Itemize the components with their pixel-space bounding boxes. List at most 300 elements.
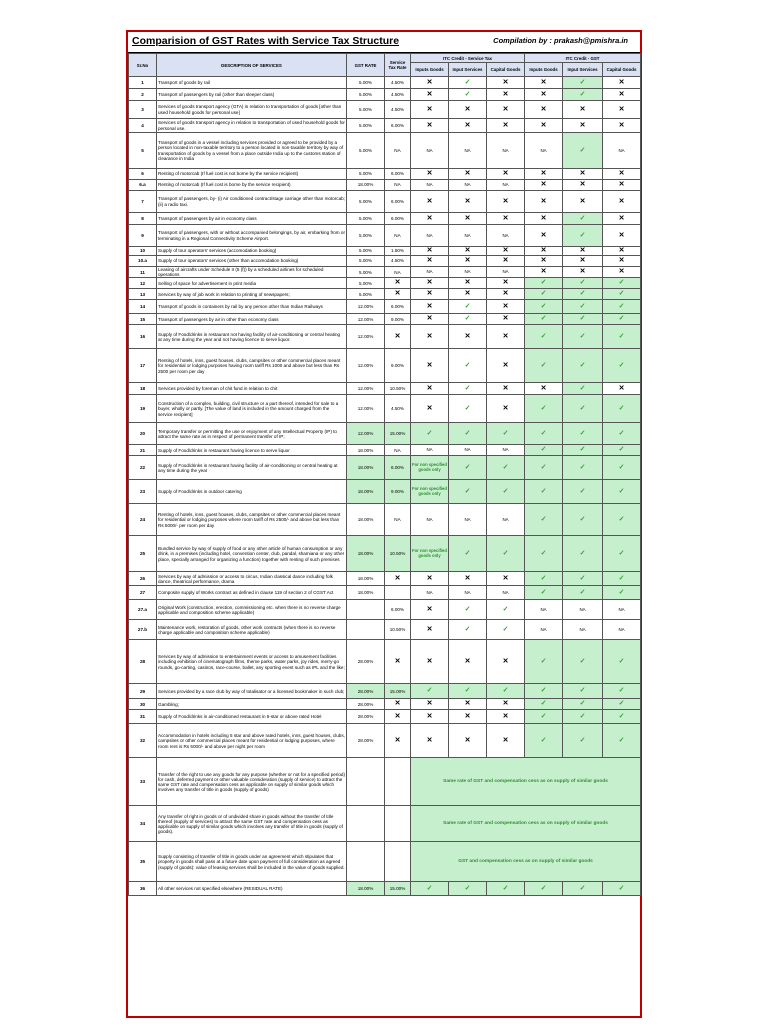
gst-rate: 5.00% <box>347 225 385 247</box>
service-tax-rate: 15.00% <box>385 684 411 699</box>
cross-icon: ✕ <box>525 180 563 191</box>
service-description: Services provided by foreman of chit fund in relation to chit <box>157 383 347 395</box>
na-cell: NA <box>563 620 603 640</box>
table-row <box>129 383 641 395</box>
cross-icon: ✕ <box>487 213 525 225</box>
tick-icon: ✓ <box>563 314 603 325</box>
service-tax-rate: 4.50% <box>385 77 411 89</box>
service-description: Services by way of admission or access to circus, Indian classical dance including folk dance, theatrical performance, drama <box>157 572 347 586</box>
row-number: 6 <box>129 169 157 180</box>
service-tax-rate: 6.00% <box>385 456 411 480</box>
gst-rate: 5.00% <box>347 191 385 213</box>
row-number: 12 <box>129 278 157 289</box>
row-number: 18 <box>129 383 157 395</box>
cross-icon: ✕ <box>411 101 449 119</box>
table-row <box>129 572 641 586</box>
cross-icon: ✕ <box>487 191 525 213</box>
service-description: Transport of passengers by rail (other than sleeper class) <box>157 89 347 101</box>
tick-icon: ✓ <box>449 89 487 101</box>
service-description: Transport of goods in containers by rail by any person other than Indian Railways <box>157 300 347 314</box>
header-itc-gst: ITC Credit - GST <box>525 54 641 63</box>
header-st-input-services: Input Services <box>449 63 487 77</box>
service-description: Supply consisting of transfer of title in goods under an agreement which stipulates that property in goods shall pass at a future date upon payment of full consideration as agreed (supply of goods): value of leasing services shall be included in the value of goods supplied. <box>157 842 347 882</box>
table-row <box>129 101 641 119</box>
table-row <box>129 423 641 445</box>
cross-icon: ✕ <box>487 89 525 101</box>
tick-icon: ✓ <box>603 300 641 314</box>
gst-rate: 5.00% <box>347 133 385 169</box>
service-description: Gambling; <box>157 699 347 710</box>
header-st-inputs: Inputs Goods <box>411 63 449 77</box>
table-row <box>129 395 641 423</box>
tick-icon: ✓ <box>563 325 603 349</box>
cross-icon: ✕ <box>525 101 563 119</box>
cross-icon: ✕ <box>411 77 449 89</box>
service-description: Supply of Food/drinks in restaurant not having facility of air-conditioning or central heating at any time during the year and not having licence to serve liquor. <box>157 325 347 349</box>
na-cell: NA <box>487 133 525 169</box>
tick-icon: ✓ <box>487 423 525 445</box>
cross-icon: ✕ <box>603 247 641 256</box>
na-cell: NA <box>411 586 449 600</box>
cross-icon: ✕ <box>449 101 487 119</box>
tick-icon: ✓ <box>525 480 563 504</box>
service-description: Temporary transfer or permitting the use or enjoyment of any Intellectual Property (IP) to attract the same rate as in respect of permanent transfer of IP; <box>157 423 347 445</box>
service-tax-rate: 4.50% <box>385 89 411 101</box>
tick-icon: ✓ <box>449 536 487 572</box>
row-number: 23 <box>129 480 157 504</box>
row-number: 1 <box>129 77 157 89</box>
row-number: 22 <box>129 456 157 480</box>
service-tax-rate: 9.00% <box>385 349 411 383</box>
cross-icon: ✕ <box>487 724 525 758</box>
tick-icon: ✓ <box>525 349 563 383</box>
tick-icon: ✓ <box>525 289 563 300</box>
cross-icon: ✕ <box>603 383 641 395</box>
service-tax-rate: NA <box>385 180 411 191</box>
gst-rate: 5.00% <box>347 89 385 101</box>
cross-icon: ✕ <box>487 289 525 300</box>
gst-rate: 5.00% <box>347 289 385 300</box>
service-description: Transport of passengers by air in other than economy class <box>157 314 347 325</box>
service-tax-rate <box>385 758 411 806</box>
service-description: Renting of motorcab (If fuel cost is borne by the service recipient) <box>157 180 347 191</box>
cross-icon: ✕ <box>449 213 487 225</box>
tick-icon: ✓ <box>525 278 563 289</box>
non-specified-goods-note: For non specified goods only <box>411 480 449 504</box>
tick-icon: ✓ <box>525 572 563 586</box>
table-row <box>129 267 641 278</box>
tick-icon: ✓ <box>603 480 641 504</box>
table-row <box>129 278 641 289</box>
na-cell: NA <box>411 180 449 191</box>
na-cell: NA <box>563 600 603 620</box>
table-row <box>129 133 641 169</box>
service-description: Renting of motorcab (If fuel cost is not borne by the service recipient) <box>157 169 347 180</box>
row-number: 20 <box>129 423 157 445</box>
tick-icon: ✓ <box>525 882 563 896</box>
tick-icon: ✓ <box>449 684 487 699</box>
gst-rate <box>347 842 385 882</box>
row-number: 19 <box>129 395 157 423</box>
table-row <box>129 213 641 225</box>
cross-icon: ✕ <box>411 169 449 180</box>
tick-icon: ✓ <box>449 620 487 640</box>
row-number: 33 <box>129 758 157 806</box>
tick-icon: ✓ <box>563 77 603 89</box>
row-number: 3 <box>129 101 157 119</box>
tick-icon: ✓ <box>563 699 603 710</box>
cross-icon: ✕ <box>487 325 525 349</box>
cross-icon: ✕ <box>449 119 487 133</box>
na-cell: NA <box>449 445 487 456</box>
cross-icon: ✕ <box>449 289 487 300</box>
na-cell: NA <box>449 180 487 191</box>
tick-icon: ✓ <box>449 77 487 89</box>
cross-icon: ✕ <box>603 213 641 225</box>
service-description: Composite supply of Works contract as defined in clause 119 of section 2 of CGST Act <box>157 586 347 600</box>
non-specified-goods-note: For non specified goods only <box>411 536 449 572</box>
cross-icon: ✕ <box>411 256 449 267</box>
row-number: 28 <box>129 640 157 684</box>
service-tax-rate <box>385 586 411 600</box>
gst-rate: 5.00% <box>347 77 385 89</box>
service-description: Renting of hotels, inns, guest houses, clubs, campsites or other commercial places meant for residential or lodging purposes having room tariff Rs 1000 and above but less than Rs 2500 per room per day <box>157 349 347 383</box>
same-rate-note: GST and compensation cess as on supply of similar goods <box>411 842 641 882</box>
cross-icon: ✕ <box>411 191 449 213</box>
cross-icon: ✕ <box>487 699 525 710</box>
table-row <box>129 180 641 191</box>
gst-rate: 12.00% <box>347 423 385 445</box>
table-row <box>129 480 641 504</box>
cross-icon: ✕ <box>525 267 563 278</box>
header-st-capital: Capital Goods <box>487 63 525 77</box>
table-row <box>129 640 641 684</box>
cross-icon: ✕ <box>411 640 449 684</box>
service-tax-rate: ✕ <box>385 572 411 586</box>
service-description: Supply of tour operators' services (other than accomodation booking) <box>157 256 347 267</box>
table-row <box>129 882 641 896</box>
cross-icon: ✕ <box>603 169 641 180</box>
gst-rate <box>347 600 385 620</box>
same-rate-note: Same rate of GST and compensation cess as on supply of similar goods <box>411 758 641 806</box>
cross-icon: ✕ <box>411 724 449 758</box>
table-row <box>129 600 641 620</box>
tick-icon: ✓ <box>525 684 563 699</box>
gst-rate: 5.00% <box>347 247 385 256</box>
cross-icon: ✕ <box>411 710 449 724</box>
table-row <box>129 806 641 842</box>
cross-icon: ✕ <box>603 180 641 191</box>
table-row <box>129 349 641 383</box>
cross-icon: ✕ <box>487 169 525 180</box>
cross-icon: ✕ <box>411 620 449 640</box>
gst-rate: 5.00% <box>347 169 385 180</box>
tick-icon: ✓ <box>449 383 487 395</box>
tick-icon: ✓ <box>563 536 603 572</box>
tick-icon: ✓ <box>525 710 563 724</box>
service-tax-rate: ✕ <box>385 325 411 349</box>
tick-icon: ✓ <box>525 504 563 536</box>
gst-rate: 18.00% <box>347 504 385 536</box>
cross-icon: ✕ <box>525 77 563 89</box>
service-tax-rate: NA <box>385 225 411 247</box>
service-description: Maintenance work, restoration of goods, other work contracts (when there is no reverse charge applicable and composition scheme applicable) <box>157 620 347 640</box>
gst-rate: 12.00% <box>347 395 385 423</box>
row-number: 24 <box>129 504 157 536</box>
row-number: 14 <box>129 300 157 314</box>
gst-rate: 18.00% <box>347 586 385 600</box>
cross-icon: ✕ <box>487 349 525 383</box>
cross-icon: ✕ <box>525 191 563 213</box>
tick-icon: ✓ <box>487 620 525 640</box>
gst-rate: 5.00% <box>347 267 385 278</box>
table-row <box>129 169 641 180</box>
cross-icon: ✕ <box>487 119 525 133</box>
tick-icon: ✓ <box>411 882 449 896</box>
cross-icon: ✕ <box>563 101 603 119</box>
cross-icon: ✕ <box>411 383 449 395</box>
tick-icon: ✓ <box>603 314 641 325</box>
tick-icon: ✓ <box>487 456 525 480</box>
na-cell: NA <box>525 600 563 620</box>
service-description: Transport of passengers by air in economy class <box>157 213 347 225</box>
cross-icon: ✕ <box>487 256 525 267</box>
cross-icon: ✕ <box>487 247 525 256</box>
tick-icon: ✓ <box>449 456 487 480</box>
na-cell: NA <box>603 600 641 620</box>
cross-icon: ✕ <box>525 225 563 247</box>
gst-rate: 18.00% <box>347 445 385 456</box>
tick-icon: ✓ <box>563 724 603 758</box>
cross-icon: ✕ <box>411 278 449 289</box>
tick-icon: ✓ <box>603 349 641 383</box>
na-cell: NA <box>487 445 525 456</box>
service-description: Supply of Food/drinks in air-conditioned restaurant in 5-star or above rated Hotel <box>157 710 347 724</box>
tick-icon: ✓ <box>563 586 603 600</box>
service-tax-rate: NA <box>385 133 411 169</box>
cross-icon: ✕ <box>603 101 641 119</box>
tick-icon: ✓ <box>563 133 603 169</box>
table-row <box>129 119 641 133</box>
cross-icon: ✕ <box>449 247 487 256</box>
service-description: All other services not specified elsewhere (RESIDUAL RATE) <box>157 882 347 896</box>
tick-icon: ✓ <box>487 600 525 620</box>
row-number: 21 <box>129 445 157 456</box>
cross-icon: ✕ <box>449 191 487 213</box>
table-row <box>129 710 641 724</box>
service-tax-rate: 10.50% <box>385 620 411 640</box>
service-tax-rate: 6.00% <box>385 600 411 620</box>
gst-rate: 18.00% <box>347 882 385 896</box>
service-tax-rate: ✕ <box>385 710 411 724</box>
service-description: Any transfer of right in goods or of undivided share in goods without the transfer of title thereof (supply of services) to attract the same GST rate and compensation cess as applicable on supply of similar goods which involves any transfer of title in goods (supply of goods). <box>157 806 347 842</box>
na-cell: NA <box>449 586 487 600</box>
tick-icon: ✓ <box>525 724 563 758</box>
na-cell: NA <box>449 504 487 536</box>
service-tax-rate: 4.50% <box>385 256 411 267</box>
service-description: Accommodation in hotels including 5 star and above rated hotels, inns, guest houses, clubs, campsites or other commercial places meant for residential or lodging purposes, where room rent is Rs 5000/- and above per night per room <box>157 724 347 758</box>
tick-icon: ✓ <box>449 423 487 445</box>
tick-icon: ✓ <box>603 710 641 724</box>
service-tax-rate: 6.00% <box>385 300 411 314</box>
service-description: Selling of space for advertisement in print media <box>157 278 347 289</box>
table-row <box>129 758 641 806</box>
service-description: Transport of goods in a vessel including services provided or agreed to be provided by a person located in non-taxable territory to a person located in non-taxable territory by way of transportation of goods by a vessel from a place outside India up to the customs station of clearance in India <box>157 133 347 169</box>
na-cell: NA <box>411 504 449 536</box>
cross-icon: ✕ <box>411 247 449 256</box>
gst-rate: 12.00% <box>347 314 385 325</box>
na-cell: NA <box>449 225 487 247</box>
service-description: Services by way of admission to entertainment events or access to amusement facilities including exhibition of cinematograph films, theme parks, water parks, joy rides, merry-go rounds, go-carting, casinos, race-course, ballet, any sporting event such as IPL and the like; <box>157 640 347 684</box>
row-number: 35 <box>129 842 157 882</box>
service-tax-rate: 10.50% <box>385 383 411 395</box>
gst-rate: 5.00% <box>347 101 385 119</box>
row-number: 26 <box>129 572 157 586</box>
row-number: 27.a <box>129 600 157 620</box>
tick-icon: ✓ <box>487 882 525 896</box>
tick-icon: ✓ <box>563 300 603 314</box>
service-description: Bundled service by way of supply of food or any other article of human consumption or any drink, in a premises (including hotel, convention center, club, pandal, shamiana or any other place, specially arranged for organizing a function) together with renting of such premises <box>157 536 347 572</box>
service-description: Supply of tour operators' services (accomodation booking) <box>157 247 347 256</box>
cross-icon: ✕ <box>525 383 563 395</box>
table-row <box>129 842 641 882</box>
cross-icon: ✕ <box>411 314 449 325</box>
service-tax-rate: ✕ <box>385 724 411 758</box>
table-row <box>129 247 641 256</box>
gst-rate: 12.00% <box>347 383 385 395</box>
cross-icon: ✕ <box>563 180 603 191</box>
title-bar <box>128 32 640 53</box>
header-gst-input-services: Input Services <box>563 63 603 77</box>
tick-icon: ✓ <box>411 423 449 445</box>
cross-icon: ✕ <box>411 89 449 101</box>
tick-icon: ✓ <box>449 395 487 423</box>
row-number: 29 <box>129 684 157 699</box>
cross-icon: ✕ <box>411 289 449 300</box>
service-description: Services of goods transport agency in relation to transportation of used household goods for personal use. <box>158 120 345 131</box>
header-sno: Sr.No <box>129 54 157 77</box>
tick-icon: ✓ <box>563 383 603 395</box>
row-number: 9 <box>129 225 157 247</box>
tick-icon: ✓ <box>563 445 603 456</box>
row-number: 16 <box>129 325 157 349</box>
cross-icon: ✕ <box>603 267 641 278</box>
tick-icon: ✓ <box>449 480 487 504</box>
service-description: Services by way of job work in relation to printing of newspapers; <box>157 289 347 300</box>
tick-icon: ✓ <box>603 536 641 572</box>
gst-rate: 18.00% <box>347 536 385 572</box>
tick-icon: ✓ <box>603 325 641 349</box>
cross-icon: ✕ <box>411 300 449 314</box>
cross-icon: ✕ <box>603 191 641 213</box>
row-number: 2 <box>129 89 157 101</box>
cross-icon: ✕ <box>603 89 641 101</box>
tick-icon: ✓ <box>449 300 487 314</box>
gst-rate: 28.00% <box>347 640 385 684</box>
tick-icon: ✓ <box>563 504 603 536</box>
tick-icon: ✓ <box>411 684 449 699</box>
cross-icon: ✕ <box>603 225 641 247</box>
gst-rate <box>347 806 385 842</box>
service-tax-rate: 15.00% <box>385 423 411 445</box>
gst-rate: 28.00% <box>347 684 385 699</box>
tick-icon: ✓ <box>603 504 641 536</box>
service-description: Transport of passengers, by- (i) Air conditioned contract/stage carriage other than motorcab; (ii) a radio taxi. <box>157 191 347 213</box>
row-number: 36 <box>129 882 157 896</box>
cross-icon: ✕ <box>487 77 525 89</box>
tick-icon: ✓ <box>603 586 641 600</box>
cross-icon: ✕ <box>563 119 603 133</box>
service-tax-rate: NA <box>385 267 411 278</box>
cross-icon: ✕ <box>563 247 603 256</box>
service-description: Transfer of the right to use any goods for any purpose (whether or not for a specified period) for cash, deferred payment or other valuable consideration (supply of service) to attract the same GST rate and compensation cess as applicable on supply of similar goods which involves any transfer of title in goods (supply of goods) <box>157 758 347 806</box>
na-cell: NA <box>603 620 641 640</box>
na-cell: NA <box>411 133 449 169</box>
table-row <box>129 77 641 89</box>
table-row <box>129 536 641 572</box>
cross-icon: ✕ <box>449 572 487 586</box>
gst-rate: 5.00% <box>347 213 385 225</box>
cross-icon: ✕ <box>525 169 563 180</box>
tick-icon: ✓ <box>525 586 563 600</box>
comparison-sheet <box>126 30 642 1018</box>
row-number: 7 <box>129 191 157 213</box>
header-description: DESCRIPTION OF SERVICES <box>157 54 347 77</box>
gst-rate: 12.00% <box>347 349 385 383</box>
na-cell: NA <box>487 180 525 191</box>
service-description: Original Work (construction, erection, commissioning etc. when there is no reverse charge applicable and composition scheme applicable) <box>157 600 347 620</box>
tick-icon: ✓ <box>487 684 525 699</box>
tick-icon: ✓ <box>525 445 563 456</box>
service-description: Services of goods transport agency (GTA) in relation to transportation of goods [other than used household goods for personal use] <box>157 101 347 119</box>
cross-icon: ✕ <box>449 710 487 724</box>
table-row <box>129 445 641 456</box>
service-tax-rate: 6.00% <box>385 169 411 180</box>
service-tax-rate: 4.50% <box>385 101 411 119</box>
tick-icon: ✓ <box>449 349 487 383</box>
service-tax-rate: 9.00% <box>385 314 411 325</box>
table-row <box>129 191 641 213</box>
cross-icon: ✕ <box>603 77 641 89</box>
gst-rate: 18.00% <box>347 456 385 480</box>
tick-icon: ✓ <box>563 480 603 504</box>
gst-comparison-table <box>128 53 641 896</box>
gst-rate: 28.00% <box>347 710 385 724</box>
cross-icon: ✕ <box>563 169 603 180</box>
na-cell: NA <box>411 267 449 278</box>
na-cell: NA <box>449 133 487 169</box>
na-cell: NA <box>449 267 487 278</box>
tick-icon: ✓ <box>487 536 525 572</box>
gst-rate <box>347 758 385 806</box>
service-description: Services provided by a race club by way of totalisator or a licensed bookmaker in such club; <box>157 684 347 699</box>
service-description: Renting of hotels, inns, guest houses, clubs, campsites or other commercial places meant for residential or lodging purposes where room tariff of Rs 2500/- and above but less than Rs 5000/- per room per day <box>157 504 347 536</box>
cross-icon: ✕ <box>487 640 525 684</box>
gst-rate: 18.00% <box>347 572 385 586</box>
na-cell: NA <box>603 133 641 169</box>
row-number: 6.a <box>129 180 157 191</box>
tick-icon: ✓ <box>563 225 603 247</box>
cross-icon: ✕ <box>563 267 603 278</box>
service-tax-rate: 6.00% <box>385 191 411 213</box>
row-number: 5 <box>129 133 157 169</box>
header-gst-inputs: Inputs Goods <box>525 63 563 77</box>
service-description: Transport of passengers, with or without accompanied belongings, by air, embarking from or terminating in a Regional Connectivity Scheme Airport. <box>157 225 347 247</box>
row-number: 32 <box>129 724 157 758</box>
header-itc-service-tax: ITC Credit - Service Tax <box>411 54 525 63</box>
service-tax-rate <box>385 842 411 882</box>
tick-icon: ✓ <box>525 300 563 314</box>
